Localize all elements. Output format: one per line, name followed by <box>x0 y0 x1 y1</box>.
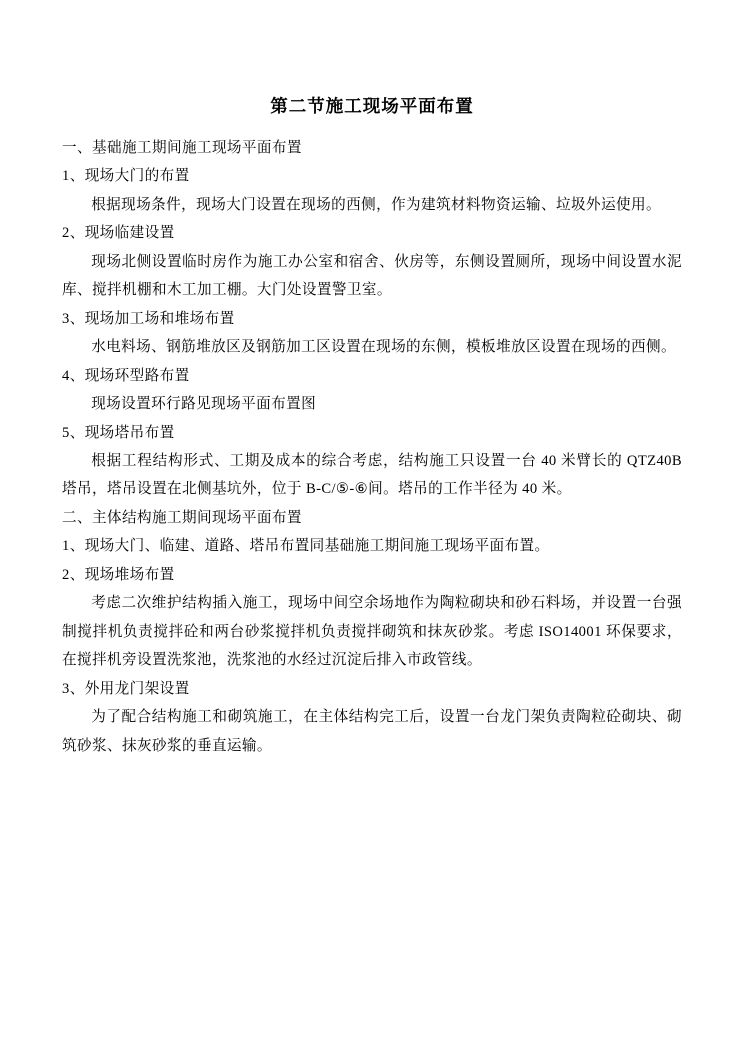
section-heading: 3、外用龙门架设置 <box>62 680 190 697</box>
body-paragraph: 为了配合结构施工和砌筑施工，在主体结构完工后，设置一台龙门架负责陶粒砼砌块、砌筑砂浆、抹灰砂浆的垂直运输。 <box>62 709 682 754</box>
body-paragraph: 现场北侧设置临时房作为施工办公室和宿舍、伙房等，东侧设置厕所，现场中间设置水泥库、搅拌机棚和木工加工棚。大门处设置警卫室。 <box>62 253 682 299</box>
body-paragraph: 水电料场、钢筋堆放区及钢筋加工区设置在现场的东侧，模板堆放区设置在现场的西侧。 <box>91 339 676 356</box>
section-heading: 4、现场环型路布置 <box>62 367 190 384</box>
section-heading: 1、现场大门、临建、道路、塔吊布置同基础施工期间施工现场平面布置。 <box>62 538 550 555</box>
section-heading: 3、现场加工场和堆场布置 <box>62 310 235 327</box>
document-body <box>62 134 682 760</box>
section-heading: 2、现场堆场布置 <box>62 566 175 583</box>
body-paragraph: 根据工程结构形式、工期及成本的综合考虑，结构施工只设置一台 40 米臂长的 QTZ40B 塔吊，塔吊设置在北侧基坑外，位于 B-C/⑤-⑥间。塔吊的工作半径为 40 米。 <box>62 452 682 498</box>
page-title: 第二节施工现场平面布置 <box>270 96 474 116</box>
body-paragraph: 考虑二次维护结构插入施工，现场中间空余场地作为陶粒砌块和砂石料场，并设置一台强制搅拌机负责搅拌砼和两台砂浆搅拌机负责搅拌砌筑和抹灰砂浆。考虑 ISO14001 环保要求，在搅拌机旁设置洗浆池，洗浆池的水经过沉淀后排入市政管线。 <box>62 595 682 669</box>
section-heading: 2、现场临建设置 <box>62 225 175 242</box>
section-heading: 5、现场塔吊布置 <box>62 424 175 441</box>
section-heading: 1、现场大门的布置 <box>62 168 190 185</box>
section-heading: 一、基础施工期间施工现场平面布置 <box>62 140 302 156</box>
body-paragraph: 现场设置环行路见现场平面布置图 <box>91 396 317 413</box>
body-paragraph: 根据现场条件，现场大门设置在现场的西侧，作为建筑材料物资运输、垃圾外运使用。 <box>91 196 661 213</box>
section-heading: 二、主体结构施工期间现场平面布置 <box>62 509 302 526</box>
